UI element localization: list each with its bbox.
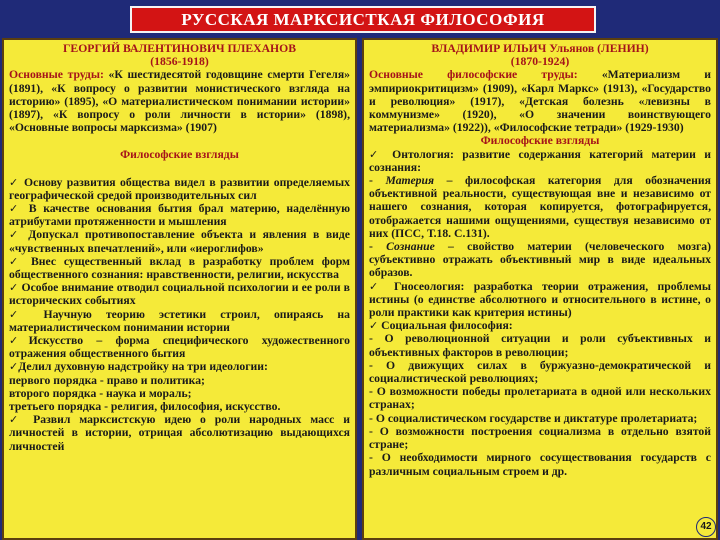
list-item: ✓ Внес существенный вклад в разработку проблем форм общественного сознания: нравственности, религии, искусства	[9, 254, 351, 282]
social-philosophy-list	[369, 332, 711, 477]
list-item: - О революционной ситуации и роли субъективных и объективных факторов в революции;	[369, 332, 711, 359]
works-label: Основные труды:	[9, 68, 104, 82]
list-item: ✓ Социальная философия:	[369, 319, 513, 333]
check-icon: ✓	[9, 254, 24, 268]
consciousness-definition: - Сознание – свойство материи (человеческого мозга) субъективно отражать объективный мир в виде идеальных образов.	[369, 240, 711, 280]
matter-label: Материя	[385, 174, 435, 188]
check-icon: ✓	[9, 413, 25, 427]
list-item: - О социалистическом государстве и диктатуре пролетариата;	[369, 411, 698, 425]
lenin-panel	[362, 38, 718, 540]
check-icon: ✓	[369, 319, 379, 333]
check-icon: ✓	[9, 334, 29, 348]
consciousness-label: Сознание	[386, 240, 435, 254]
list-item: ✓Делил духовную надстройку на три идеологии:	[9, 360, 268, 374]
list-item: ✓ Онтология: развитие содержания категорий материи и сознания:	[369, 147, 712, 174]
list-item: ✓ Допускал противопоставление объекта и явления в виде «чувственных впечатлений», или «иероглифов»	[9, 228, 350, 255]
slide-title: РУССКАЯ МАРКСИСТКАЯ ФИЛОСОФИЯ	[130, 6, 596, 33]
list-item: второго порядка - наука и мораль;	[9, 386, 192, 400]
check-icon: ✓	[9, 281, 19, 295]
list-item: третьего порядка - религия, философия, искусство.	[9, 400, 281, 414]
works-label: Основные философские труды:	[369, 68, 578, 82]
check-icon: ✓	[9, 202, 22, 216]
list-item: - О возможности победы пролетариата в одной или нескольких странах;	[369, 385, 711, 412]
list-item: ✓ В качестве основания бытия брал материю, наделённую атрибутами протяженности и мышления	[9, 202, 350, 229]
ideology-levels-list	[9, 374, 350, 414]
works-text: «К шестидесятой годовщине смерти Гегеля» (1891), «К вопросу о развитии монистического взгляда на историю» (1895), «О материалистическом понимании истории» (1897), «К вопросу о роли личности в истории» (1898), «Основные вопросы марксизма» (1907)	[9, 68, 350, 135]
plekhanov-views-heading: Философские взгляды	[120, 148, 239, 162]
list-item: - О необходимости мирного сосуществования государств с различным социальным строем и др.	[369, 451, 711, 478]
plekhanov-panel	[2, 38, 357, 540]
plekhanov-name: ГЕОРГИЙ ВАЛЕНТИНОВИЧ ПЛЕХАНОВ	[62, 42, 296, 55]
check-icon: ✓	[9, 307, 30, 321]
list-item: - О движущих силах в буржуазно-демократической и социалистической революциях;	[369, 358, 711, 386]
plekhanov-works	[9, 68, 350, 134]
list-item: ✓ Особое внимание отводил социальной психологии и ее роли в исторических событиях	[9, 281, 350, 308]
page-number-badge: 42	[696, 517, 716, 537]
check-icon: ✓	[9, 360, 19, 374]
matter-definition: - Материя – философская категория для обозначения объективной реальности, существующая вне и независимо от нашего сознания, которая копируется, фотографируется, отображается нашими ощущениями, существуя независимо от них (ПСС, Т.18. С.131).	[369, 174, 711, 240]
list-item: первого порядка - право и политика;	[9, 373, 205, 387]
plekhanov-views-list	[9, 176, 350, 374]
check-icon: ✓	[369, 279, 385, 293]
lenin-name: ВЛАДИМИР ИЛЬИЧ Ульянов (ЛЕНИН)	[431, 42, 649, 55]
lenin-works	[369, 68, 711, 134]
check-icon: ✓	[9, 228, 22, 242]
lenin-views-heading: Философские взгляды	[480, 134, 600, 148]
check-icon: ✓	[9, 175, 20, 189]
list-item: ✓ Гносеология: разработка теории отражения, проблемы истины (о единстве абсолютного и относительного в истине, о роли практики как критерия истины)	[369, 279, 711, 320]
list-item: - О возможности построения социализма в отдельно взятой стране;	[369, 424, 711, 452]
list-item: ✓Искусство – форма специфического художественного отражения общественного бытия	[9, 334, 351, 361]
works-text: «Материализм и эмпириокритицизм» (1909), «Карл Маркс» (1913), «Государство и революция» (1917), «Детская болезнь «левизны в коммунизме» (1920), «О значении воинствующего материализма» (1922)), «Философские тетради» (1929-1930)	[369, 68, 712, 135]
list-item: ✓ Научную теорию эстетики строил, опираясь на материалистическом понимании истории	[9, 307, 351, 334]
plekhanov-years: (1856-1918)	[150, 55, 209, 69]
lenin-years: (1870-1924)	[510, 55, 570, 69]
list-item: ✓ Основу развития общества видел в развитии определяемых географической средой производительных сил	[9, 175, 350, 202]
check-icon: ✓	[369, 147, 384, 161]
list-item: ✓ Развил марксистскую идею о роли народных масс и личностей в истории, отрицая абсолютизацию выдающихся личностей	[9, 413, 350, 453]
